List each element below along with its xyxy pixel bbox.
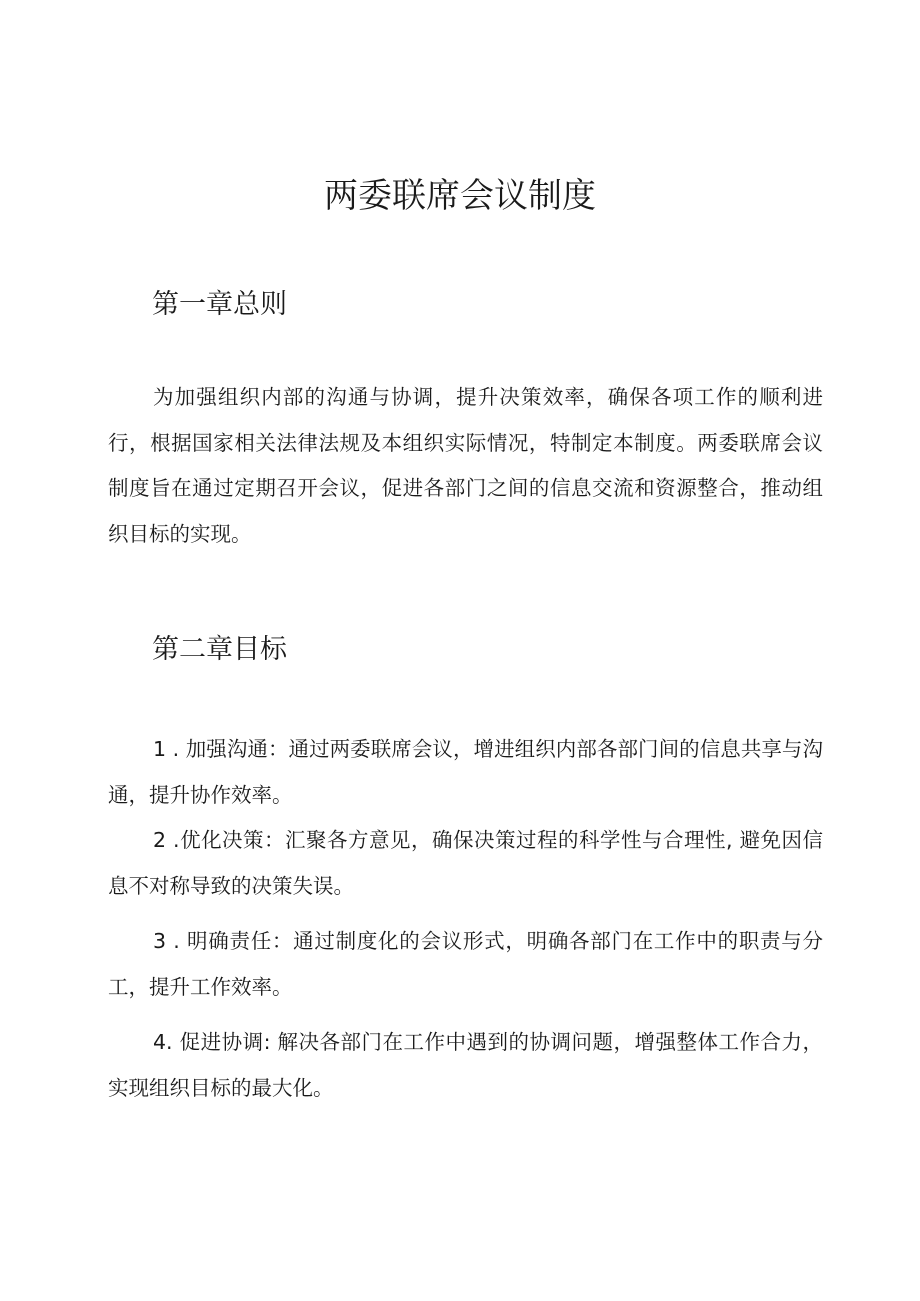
document-title: 两委联席会议制度 [324, 176, 596, 216]
chapter-1-heading: 第一章总则 [152, 289, 287, 320]
goal-item-1: 1 . 加强沟通：通过两委联席会议，增进组织内部各部门间的信息共享与沟通，提升协作效率。 [108, 737, 823, 807]
chapter-1-paragraph: 为加强组织内部的沟通与协调，提升决策效率，确保各项工作的顺利进行，根据国家相关法律法规及本组织实际情况，特制定本制度。两委联席会议制度旨在通过定期召开会议，促进各部门之间的信息交流和资源整合，推动组织目标的实现。 [108, 385, 823, 546]
goal-item-3: 3 . 明确责任：通过制度化的会议形式，明确各部门在工作中的职责与分工，提升工作效率。 [108, 929, 823, 999]
goal-item-4: 4. 促进协调: 解决各部门在工作中遇到的协调问题，增强整体工作合力，实现组织目标的最大化。 [108, 1030, 823, 1100]
chapter-2-heading: 第二章目标 [152, 634, 287, 665]
goal-item-2: 2 .优化决策：汇聚各方意见，确保决策过程的科学性与合理性, 避免因信息不对称导致的决策失误。 [108, 828, 823, 898]
